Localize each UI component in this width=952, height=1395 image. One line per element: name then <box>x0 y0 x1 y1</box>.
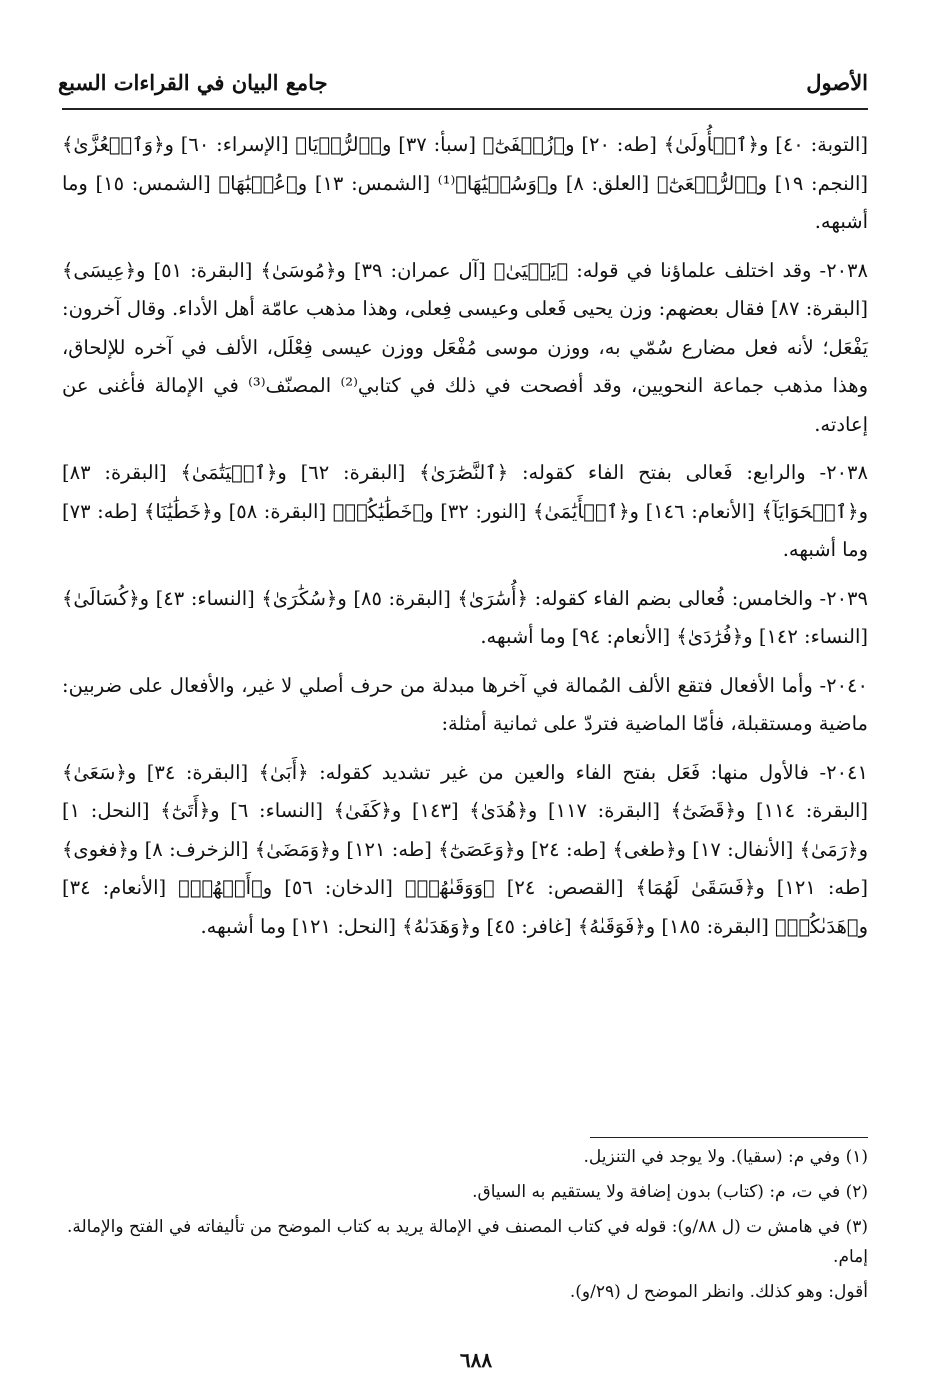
paragraph-2038-b: ٢٠٣٨- والرابع: فَعالى بفتح الفاء كقوله: ﴿ٱلنَّصَٰرَىٰ﴾ [البقرة: ٦٢] و﴿ٱلۡيَتَٰمَىٰ﴾ [البقرة: ٨٣] و﴿ٱلۡحَوَايَآ﴾ [الأنعام: ١٤٦] و﴿ٱلۡأَيَٰمَىٰ﴾ [النور: ٣٢] و﴿خَطَٰيَٰكُمۡ﴾ [البقرة: ٥٨] و﴿خَطَٰيَٰنَا﴾ [طه: ٧٣] وما أشبهه. <box>62 461 868 561</box>
chapter-title: الأصول <box>806 70 868 95</box>
book-title: جامع البيان في القراءات السبع <box>58 70 328 95</box>
paragraph-2039: ٢٠٣٩- والخامس: فُعالى بضم الفاء كقوله: ﴿أُسَٰرَىٰ﴾ [البقرة: ٨٥] و﴿سُكَٰرَىٰ﴾ [النساء: ٤٣] و﴿كُسَالَىٰ﴾ [النساء: ١٤٢] و﴿فُرَٰدَىٰ﴾ [الأنعام: ٩٤] وما أشبهه. <box>62 586 869 648</box>
footnote-3: (٣) في هامش ت (ل ٨٨/و): قوله في كتاب المصنف في الإمالة يريد به كتاب الموضح من تأليفاته في الفتح والإمالة. إمام. <box>66 1217 868 1267</box>
footnote-divider <box>590 1137 868 1138</box>
paragraph-2040: ٢٠٤٠- وأما الأفعال فتقع الألف المُمالة في آخرها مبدلة من حرف أصلي لا غير، والأفعال على ضربين: ماضية ومستقبلة، فأمّا الماضية فتردّ على ثمانية أمثلة: <box>62 673 868 735</box>
paragraph-continuation: [التوبة: ٤٠] و﴿ٱلۡأُولَىٰ﴾ [طه: ٢٠] و﴿زُلۡفَىٰٓ﴾ [سبأ: ٣٧] و﴿ٱلرُّءۡيَا﴾ [الإسراء: ٦٠] و﴿وَٱلۡعُزَّىٰ﴾ [النجم: ١٩] و﴿ٱلرُّجۡعَىٰٓ﴾ [العلق: ٨] و﴿وَسُقۡيَٰهَا﴾⁽¹⁾ [الشمس: ١٣] و﴿عُقۡبَٰهَا﴾ [الشمس: ١٥] وما أشبهه. <box>62 133 869 233</box>
header-divider <box>62 108 868 110</box>
main-text <box>62 126 868 956</box>
page-number: ٦٨٨ <box>459 1348 493 1372</box>
footnote-1: (١) وفي م: (سقيا). ولا يوجد في التنزيل. <box>583 1147 868 1167</box>
footnotes <box>62 1142 868 1312</box>
paragraph-2038-a: ٢٠٣٨- وقد اختلف علماؤنا في قوله: ﴿يَحۡيَىٰ﴾ [آل عمران: ٣٩] و﴿مُوسَىٰ﴾ [البقرة: ٥١] و﴿عِيسَى﴾ [البقرة: ٨٧] فقال بعضهم: وزن يحيى فَعلى وعيسى فِعلى، وهذا مذهب عامّة أهل الأداء. وقال آخرون: يَفْعَل؛ لأنه فعل مضارع سُمّي به، ووزن موسى مُفْعَل ووزن عيسى فِعْلَل، الألف في آخره للإلحاق، وهذا مذهب جماعة النحويين، وقد أفصحت في ذلك في كتابي⁽²⁾ المصنّف⁽³⁾ في الإمالة فأغنى عن إعادته. <box>62 258 868 436</box>
footnote-comment: أقول: وهو كذلك. وانظر الموضح ل (٢٩/و). <box>569 1282 868 1302</box>
running-header <box>58 70 868 106</box>
footnote-2: (٢) في ت، م: (كتاب) بدون إضافة ولا يستقيم به السياق. <box>472 1182 868 1202</box>
paragraph-2041: ٢٠٤١- فالأول منها: فَعَل بفتح الفاء والعين من غير تشديد كقوله: ﴿أَبَىٰ﴾ [البقرة: ٣٤] و﴿سَعَىٰ﴾ [البقرة: ١١٤] و﴿قَضَىٰٓ﴾ [البقرة: ١١٧] و﴿هُدَىٰ﴾ [١٤٣] و﴿كَفَىٰ﴾ [النساء: ٦] و﴿أَتَىٰٓ﴾ [النحل: ١] و﴿رَمَىٰ﴾ [الأنفال: ١٧] و﴿طغى﴾ [طه: ٢٤] و﴿وَعَصَىٰٓ﴾ [طه: ١٢١] و﴿وَمَضَىٰ﴾ [الزخرف: ٨] و﴿فغوى﴾ [طه: ١٢١] و﴿فَسَقَىٰ لَهُمَا﴾ [القصص: ٢٤] ﴿وَوَقَىٰهُمۡ﴾ [الدخان: ٥٦] و﴿أَنۡهُمۡ﴾ [الأنعام: ٣٤] و﴿هَدَىٰكُمۡ﴾ [البقرة: ١٨٥] و﴿فَوَقَىٰهُ﴾ [غافر: ٤٥] و﴿وَهَدَىٰهُ﴾ [النحل: ١٢١] وما أشبهه. <box>62 760 868 938</box>
